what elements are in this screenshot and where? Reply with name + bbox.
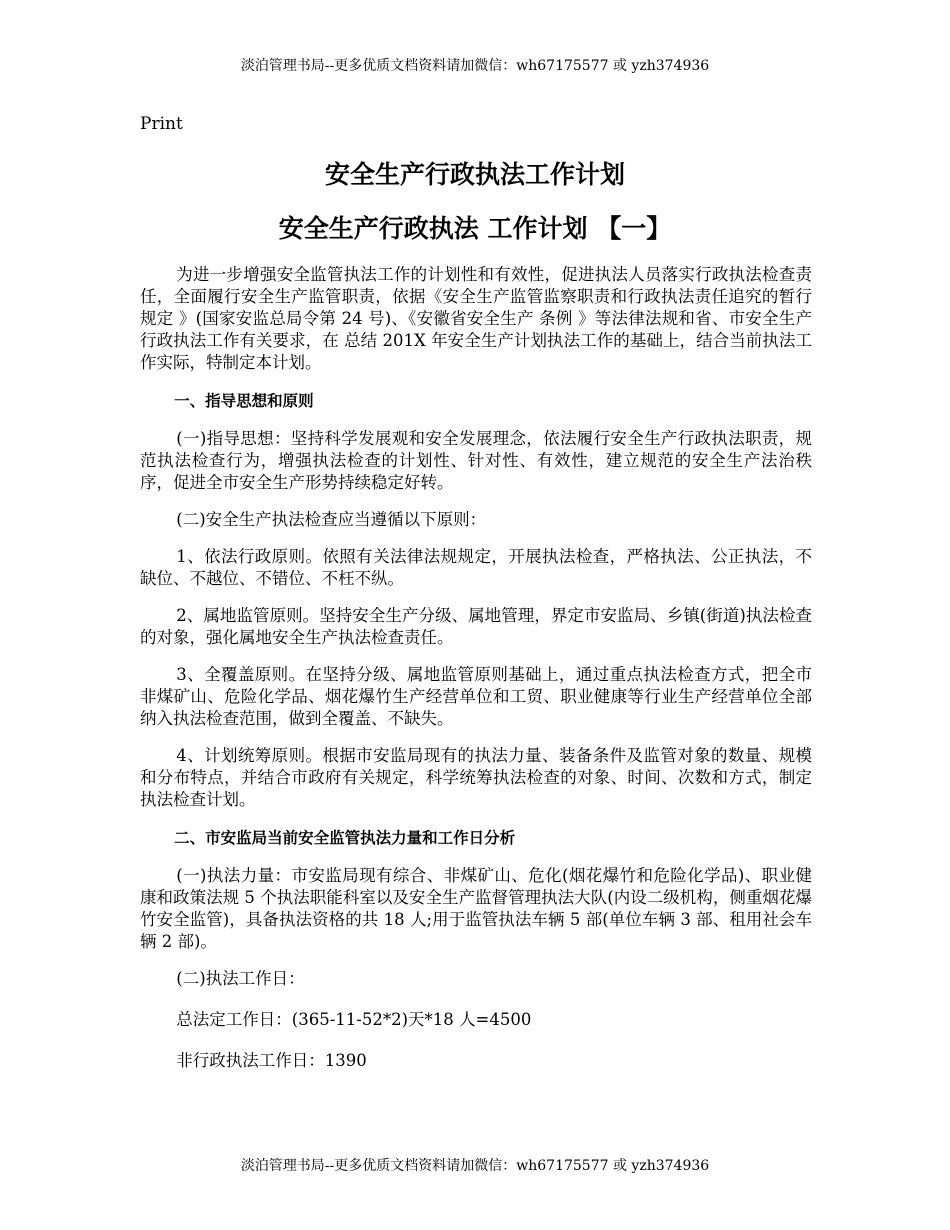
paragraph-principle-3: 3、全覆盖原则。在坚持分级、属地监管原则基础上，通过重点执法检查方式，把全市非煤矿山、危险化学品、烟花爆竹生产经营单位和工贸、职业健康等行业生产经营单位全部纳入执法检查范围，做到全覆盖、不缺失。 [140,665,812,728]
paragraph-total-workdays: 总法定工作日：(365-11-52*2)天*18 人=4500 [176,1010,532,1029]
document-subtitle: 安全生产行政执法 工作计划 【一】 [278,214,672,243]
paragraph-principle-4: 4、计划统筹原则。根据市安监局现有的执法力量、装备条件及监管对象的数量、规模和分布特点，并结合市政府有关规定，科学统筹执法检查的对象、时间、次数和方式，制定执法检查计划。 [140,746,812,809]
paragraph-principle-1: 1、依法行政原则。依照有关法律法规规定，开展执法检查，严格执法、公正执法，不缺位、不越位、不错位、不枉不纵。 [140,547,812,588]
document-body [140,264,812,1091]
paragraph-principle-2: 2、属地监管原则。坚持安全生产分级、属地管理，界定市安监局、乡镇(街道)执法检查的对象，强化属地安全生产执法检查责任。 [140,606,812,647]
print-label: Print [140,114,183,134]
paragraph-non-enforcement-workdays: 非行政执法工作日：1390 [176,1051,367,1070]
intro-paragraph: 为进一步增强安全监管执法工作的计划性和有效性，促进执法人员落实行政执法检查责任，全面履行安全生产监管职责，依据《安全生产监管监察职责和行政执法责任追究的暂行 规定 》(国家安监总局令第 24 号)、《安徽省安全生产 条例 》等法律法规和省、市安全生产行政执法工作有关要求，在 总结 201X 年安全生产计划执法工作的基础上，结合当前执法工作实际，特制定本计划。 [140,265,812,372]
document-title: 安全生产行政执法工作计划 [324,160,625,189]
paragraph-principles-intro: (二)安全生产执法检查应当遵循以下原则： [176,510,487,529]
section-heading-2: 二、市安监局当前安全监管执法力量和工作日分析 [174,829,516,847]
paragraph-guiding-thought: (一)指导思想：坚持科学发展观和安全发展理念，依法履行安全生产行政执法职责，规范执法检查行为，增强执法检查的计划性、针对性、有效性，建立规范的安全生产法治秩序，促进全市安全生产形势持续稳定好转。 [140,429,812,492]
section-heading-1: 一、指导思想和原则 [174,392,314,410]
paragraph-workdays-intro: (二)执法工作日： [176,969,305,988]
page-header-watermark: 淡泊管理书局--更多优质文档资料请加微信：wh67175577 或 yzh374936 [240,58,710,74]
page-footer-watermark: 淡泊管理书局--更多优质文档资料请加微信：wh67175577 或 yzh374936 [240,1158,710,1174]
paragraph-enforcement-force: (一)执法力量：市安监局现有综合、非煤矿山、危化(烟花爆竹和危险化学品)、职业健康和政策法规 5 个执法职能科室以及安全生产监督管理执法大队(内设二级机构，侧重烟花爆竹安全监管)，具备执法资格的共 18 人;用于监管执法车辆 5 部(单位车辆 3 部、租用社会车辆 2 部)。 [140,866,812,951]
